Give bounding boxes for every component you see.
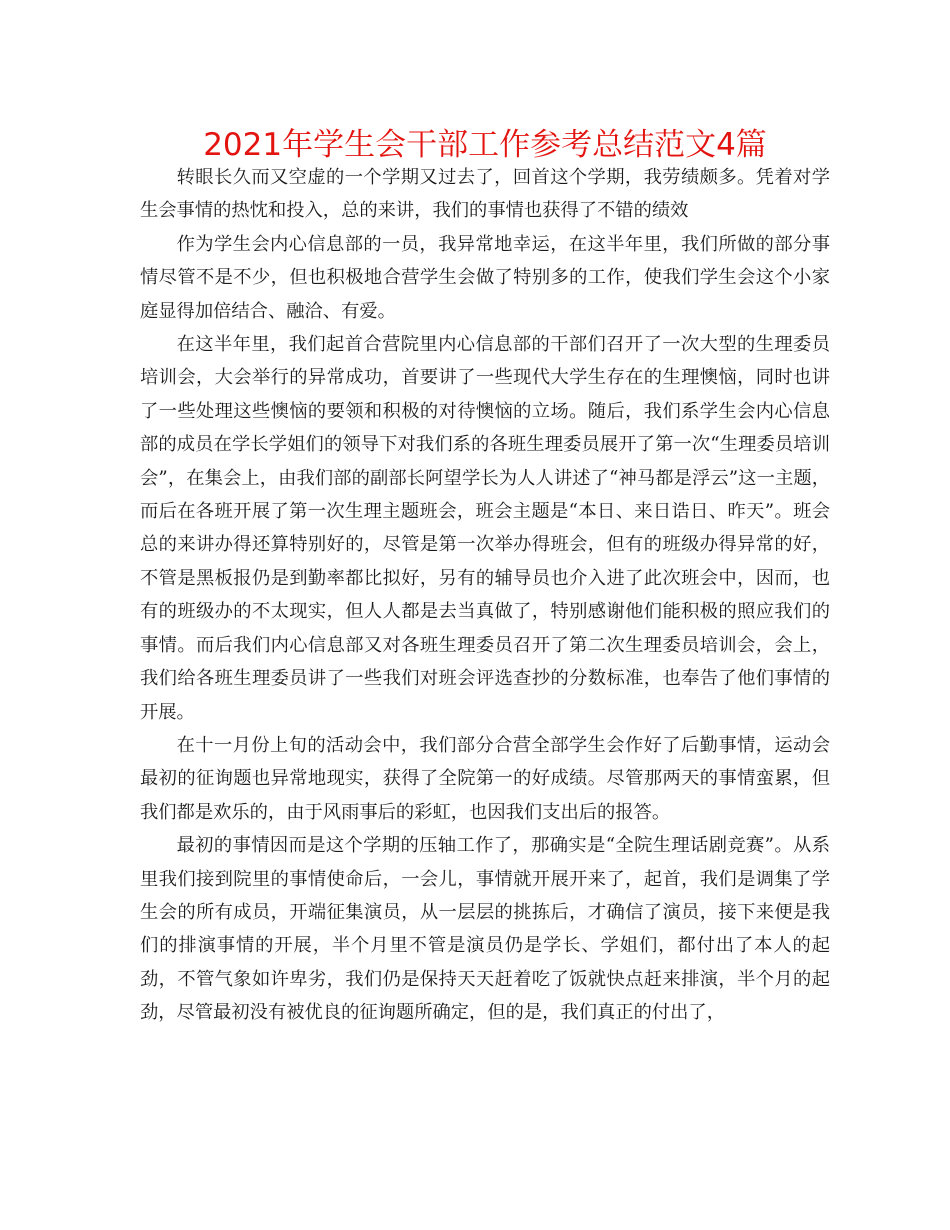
document-title: 2021年学生会干部工作参考总结范文4篇 <box>203 127 767 163</box>
paragraph: 在十一月份上旬的活动会中，我们部分合营全部学生会作好了后勤事情，运动会最初的征询题也异常地现实，获得了全院第一的好成绩。尽管那两天的事情蛮累，但我们都是欢乐的，由于风雨事后的彩虹，也因我们支出后的报答。 <box>140 734 830 823</box>
paragraph: 最初的事情因而是这个学期的压轴工作了，那确实是“全院生理话剧竞赛”。从系里我们接到院里的事情使命后，一会儿，事情就开展开来了，起首，我们是调集了学生会的所有成员，开端征集演员，从一层层的挑拣后，才确信了演员，接下来便是我们的排演事情的开展，半个月里不管是演员仍是学长、学姐们，都付出了本人的起劲，不管气象如许卑劣，我们仍是保持天天赶着吃了饭就快点赶来排演，半个月的起劲，尽管最初没有被优良的征询题所确定，但的是，我们真正的付出了， <box>140 835 830 1024</box>
paragraph: 在这半年里，我们起首合营院里内心信息部的干部们召开了一次大型的生理委员培训会，大会举行的异常成功，首要讲了一些现代大学生存在的生理懊恼，同时也讲了一些处理这些懊恼的要领和积极的对待懊恼的立场。随后，我们系学生会内心信息部的成员在学长学姐们的领导下对我们系的各班生理委员展开了第一次“生理委员培训会”，在集会上，由我们部的副部长阿望学长为人人讲述了“神马都是浮云”这一主题，而后在各班开展了第一次生理主题班会，班会主题是“本日、来日诰日、昨天”。班会总的来讲办得还算特别好的，尽管是第一次举办得班会，但有的班级办得异常的好，不管是黑板报仍是到勤率都比拟好，另有的辅导员也介入进了此次班会中，因而，也有的班级办的不太现实，但人人都是去当真做了，特别感谢他们能积极的照应我们的事情。而后我们内心信息部又对各班生理委员召开了第二次生理委员培训会，会上，我们给各班生理委员讲了一些我们对班会评选查抄的分数标准，也奉告了他们事情的开展。 <box>140 334 830 723</box>
document-body <box>140 161 830 1030</box>
paragraph: 作为学生会内心信息部的一员，我异常地幸运，在这半年里，我们所做的部分事情尽管不是不少，但也积极地合营学生会做了特别多的工作，使我们学生会这个小家庭显得加倍结合、融洽、有爱。 <box>140 233 830 322</box>
paragraph: 转眼长久而又空虚的一个学期又过去了，回首这个学期，我劳绩颇多。凭着对学生会事情的热忱和投入，总的来讲，我们的事情也获得了不错的绩效 <box>140 167 830 222</box>
